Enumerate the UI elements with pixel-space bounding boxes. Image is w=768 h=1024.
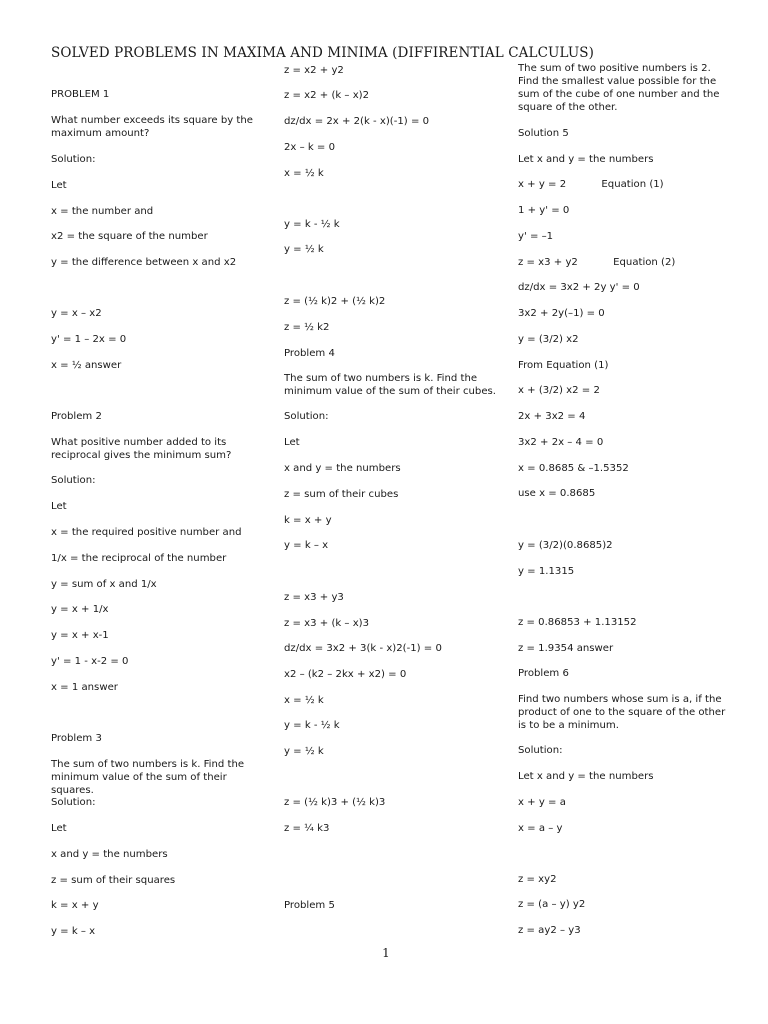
text-line: y = x + 1/x — [51, 604, 109, 615]
text-line: z = x2 + y2 — [284, 65, 344, 76]
text-line: 2x – k = 0 — [284, 142, 336, 153]
text-line: z = x3 + y3 — [284, 592, 344, 603]
text-line: z = x3 + (k – x)3 — [284, 618, 370, 629]
text-line: Solution: — [51, 154, 96, 165]
text-line: z = x2 + (k – x)2 — [284, 90, 370, 101]
text-line: 3x2 + 2y(–1) = 0 — [518, 308, 605, 319]
text-line: x + y = a — [518, 797, 566, 808]
text-line: z = sum of their cubes — [284, 489, 399, 500]
text-line: y = ½ k — [284, 244, 324, 255]
text-line: Solution: — [51, 475, 96, 486]
text-line: x = 0.8685 & –1.5352 — [518, 463, 629, 474]
text-line: y = k – x — [51, 926, 96, 937]
text-line: z = xy2 — [518, 874, 557, 885]
text-line: Let — [51, 501, 67, 512]
text-line: y' = –1 — [518, 231, 554, 242]
text-line: Problem 3 — [51, 733, 102, 744]
text-line: x2 = the square of the number — [51, 231, 208, 242]
text-line: y = (3/2) x2 — [518, 334, 579, 345]
text-line: x = a – y — [518, 823, 563, 834]
text-line: x and y = the numbers — [51, 849, 168, 860]
text-line: y = the difference between x and x2 — [51, 257, 237, 268]
text-line: What number exceeds its square by the maximum amount? — [51, 115, 253, 139]
text-line: Let x and y = the numbers — [518, 154, 654, 165]
text-line: y' = 1 – 2x = 0 — [51, 334, 127, 345]
text-line: x = the number and — [51, 206, 154, 217]
text-line: y = 1.1315 — [518, 566, 575, 577]
text-line: z = ay2 – y3 — [518, 925, 581, 936]
text-line: Solution: — [518, 745, 563, 756]
text-line: z = (½ k)2 + (½ k)2 — [284, 296, 386, 307]
text-line: dz/dx = 2x + 2(k - x)(-1) = 0 — [284, 116, 430, 127]
text-line: From Equation (1) — [518, 360, 609, 371]
text-line: x = ½ k — [284, 695, 324, 706]
document-title: SOLVED PROBLEMS IN MAXIMA AND MINIMA (DIFFIRENTIAL CALCULUS) — [51, 45, 595, 61]
page-number: 1 — [382, 946, 390, 960]
text-line: y = k – x — [284, 540, 329, 551]
text-line: k = x + y — [284, 515, 332, 526]
text-line: dz/dx = 3x2 + 3(k - x)2(-1) = 0 — [284, 643, 442, 654]
text-line: z = 0.86853 + 1.13152 — [518, 617, 637, 628]
text-line: 3x2 + 2x – 4 = 0 — [518, 437, 604, 448]
text-line: dz/dx = 3x2 + 2y y' = 0 — [518, 282, 640, 293]
text-line: Problem 4 — [284, 348, 335, 359]
text-line: PROBLEM 1 — [51, 89, 110, 100]
text-line: Solution 5 — [518, 128, 569, 139]
text-line: z = ¼ k3 — [284, 823, 330, 834]
text-line: Let — [51, 180, 67, 191]
text-line: The sum of two numbers is k. Find the minimum value of the sum of their squares. — [51, 759, 245, 796]
text-line: z = ½ k2 — [284, 322, 330, 333]
text-line: z = (½ k)3 + (½ k)3 — [284, 797, 386, 808]
text-line: z = sum of their squares — [51, 875, 176, 886]
text-line: x = ½ answer — [51, 360, 122, 371]
text-line: Problem 6 — [518, 668, 569, 679]
text-line: Let — [51, 823, 67, 834]
text-line: y = k - ½ k — [284, 219, 340, 230]
text-line: y = ½ k — [284, 746, 324, 757]
text-line: 2x + 3x2 = 4 — [518, 411, 586, 422]
text-line: 1 + y' = 0 — [518, 205, 570, 216]
text-line: x2 – (k2 – 2kx + x2) = 0 — [284, 669, 407, 680]
text-line: Problem 2 — [51, 411, 102, 422]
text-line: Solution: — [51, 797, 96, 808]
text-line: y = sum of x and 1/x — [51, 579, 157, 590]
text-line: x = ½ k — [284, 168, 324, 179]
text-line: z = x3 + y2 Equation (2) — [518, 257, 676, 268]
text-line: What positive number added to its reciprocal gives the minimum sum? — [51, 437, 232, 461]
text-line: Let x and y = the numbers — [518, 771, 654, 782]
text-line: k = x + y — [51, 900, 99, 911]
text-line: x and y = the numbers — [284, 463, 401, 474]
text-line: y = (3/2)(0.8685)2 — [518, 540, 613, 551]
text-line: y = x + x-1 — [51, 630, 109, 641]
text-line: Let — [284, 437, 300, 448]
text-line: The sum of two numbers is k. Find the minimum value of the sum of their cubes. — [284, 373, 496, 397]
text-line: The sum of two positive numbers is 2. Find the smallest value possible for the sum of the cube of one number and the square of the other. — [518, 63, 720, 113]
text-line: y' = 1 - x-2 = 0 — [51, 656, 129, 667]
text-line: Find two numbers whose sum is a, if the product of one to the square of the other is to be a minimum. — [518, 694, 726, 731]
text-line: 1/x = the reciprocal of the number — [51, 553, 227, 564]
text-line: Problem 5 — [284, 900, 335, 911]
text-line: z = 1.9354 answer — [518, 643, 614, 654]
text-line: x + (3/2) x2 = 2 — [518, 385, 600, 396]
text-line: z = (a – y) y2 — [518, 899, 586, 910]
text-line: Solution: — [284, 411, 329, 422]
text-line: use x = 0.8685 — [518, 488, 596, 499]
text-line: y = x – x2 — [51, 308, 102, 319]
text-line: x + y = 2 Equation (1) — [518, 179, 664, 190]
text-line: x = 1 answer — [51, 682, 118, 693]
text-line: x = the required positive number and — [51, 527, 242, 538]
text-line: y = k - ½ k — [284, 720, 340, 731]
